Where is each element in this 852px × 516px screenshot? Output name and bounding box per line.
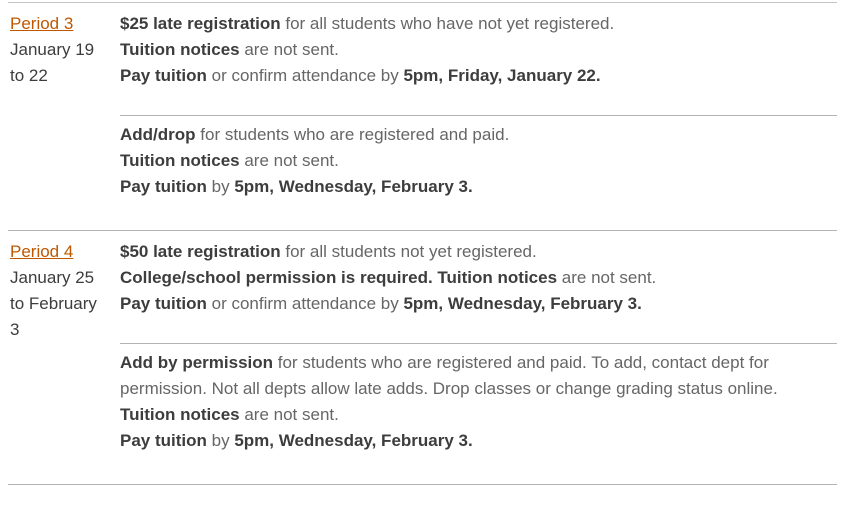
period-4-link[interactable]: Period 4 (10, 242, 74, 261)
period-dates: January 25 to February 3 (10, 268, 97, 339)
detail-line (120, 11, 837, 37)
detail-text-segment: for all students who have not yet registered. (280, 14, 615, 33)
detail-text-segment: are not sent. (239, 40, 339, 59)
detail-text-segment: by (206, 177, 235, 196)
detail-text-segment: 5pm, Friday, January 22. (403, 66, 601, 85)
detail-line (120, 402, 837, 428)
detail-text-segment: Pay tuition (120, 431, 207, 450)
detail-text-segment: Add by permission (120, 353, 274, 372)
detail-line (120, 63, 837, 89)
detail-text-segment: Add/drop (120, 125, 196, 144)
detail-block (120, 122, 837, 200)
detail-text-segment: Pay tuition (120, 66, 207, 85)
detail-line (120, 265, 837, 291)
detail-block (120, 239, 837, 317)
detail-line (120, 291, 837, 317)
detail-line (120, 37, 837, 63)
detail-text-segment: $50 late registration (120, 242, 281, 261)
period-cell (10, 11, 120, 200)
detail-text-segment: are not sent. (239, 405, 339, 424)
period-details-cell (120, 239, 837, 454)
detail-text-segment: Tuition notices (120, 151, 240, 170)
period-details-cell (120, 11, 837, 200)
detail-text-segment: for students who are registered and paid. (195, 125, 510, 144)
detail-text-segment: 5pm, Wednesday, February 3. (403, 294, 642, 313)
detail-text-segment: by (206, 431, 235, 450)
detail-text-segment: or confirm attendance by (206, 294, 404, 313)
detail-text-segment: 5pm, Wednesday, February 3. (234, 177, 473, 196)
detail-text-segment: or confirm attendance by (206, 66, 404, 85)
period-cell (10, 239, 120, 454)
detail-text-segment: $25 late registration (120, 14, 281, 33)
detail-block (120, 350, 837, 454)
detail-text-segment: are not sent. (557, 268, 657, 287)
detail-text-segment: for all students not yet registered. (280, 242, 537, 261)
period-row-period-4 (8, 231, 837, 485)
detail-text-segment: Tuition notices (120, 40, 240, 59)
detail-line (120, 148, 837, 174)
detail-line (120, 350, 837, 402)
detail-line (120, 174, 837, 200)
detail-text-segment: 5pm, Wednesday, February 3. (234, 431, 473, 450)
registration-deadlines-page (0, 2, 852, 485)
period-3-link[interactable]: Period 3 (10, 14, 74, 33)
detail-text-segment: Tuition notices (120, 405, 240, 424)
detail-text-segment: College/school permission is required. Tuition notices (120, 268, 558, 287)
detail-text-segment: Pay tuition (120, 294, 207, 313)
period-row-period-3 (8, 3, 837, 231)
detail-text-segment: are not sent. (239, 151, 339, 170)
detail-block (120, 11, 837, 89)
period-dates: January 19 to 22 (10, 40, 95, 85)
detail-line (120, 122, 837, 148)
detail-line (120, 239, 837, 265)
detail-text-segment: Pay tuition (120, 177, 207, 196)
registration-periods-table (8, 2, 837, 485)
detail-line (120, 428, 837, 454)
block-divider (120, 115, 837, 116)
block-divider (120, 343, 837, 344)
detail-text-segment: for students who are registered and paid. To add, contact dept for permission. Not all depts allow late adds. Drop classes or change grading status online. (120, 353, 778, 398)
